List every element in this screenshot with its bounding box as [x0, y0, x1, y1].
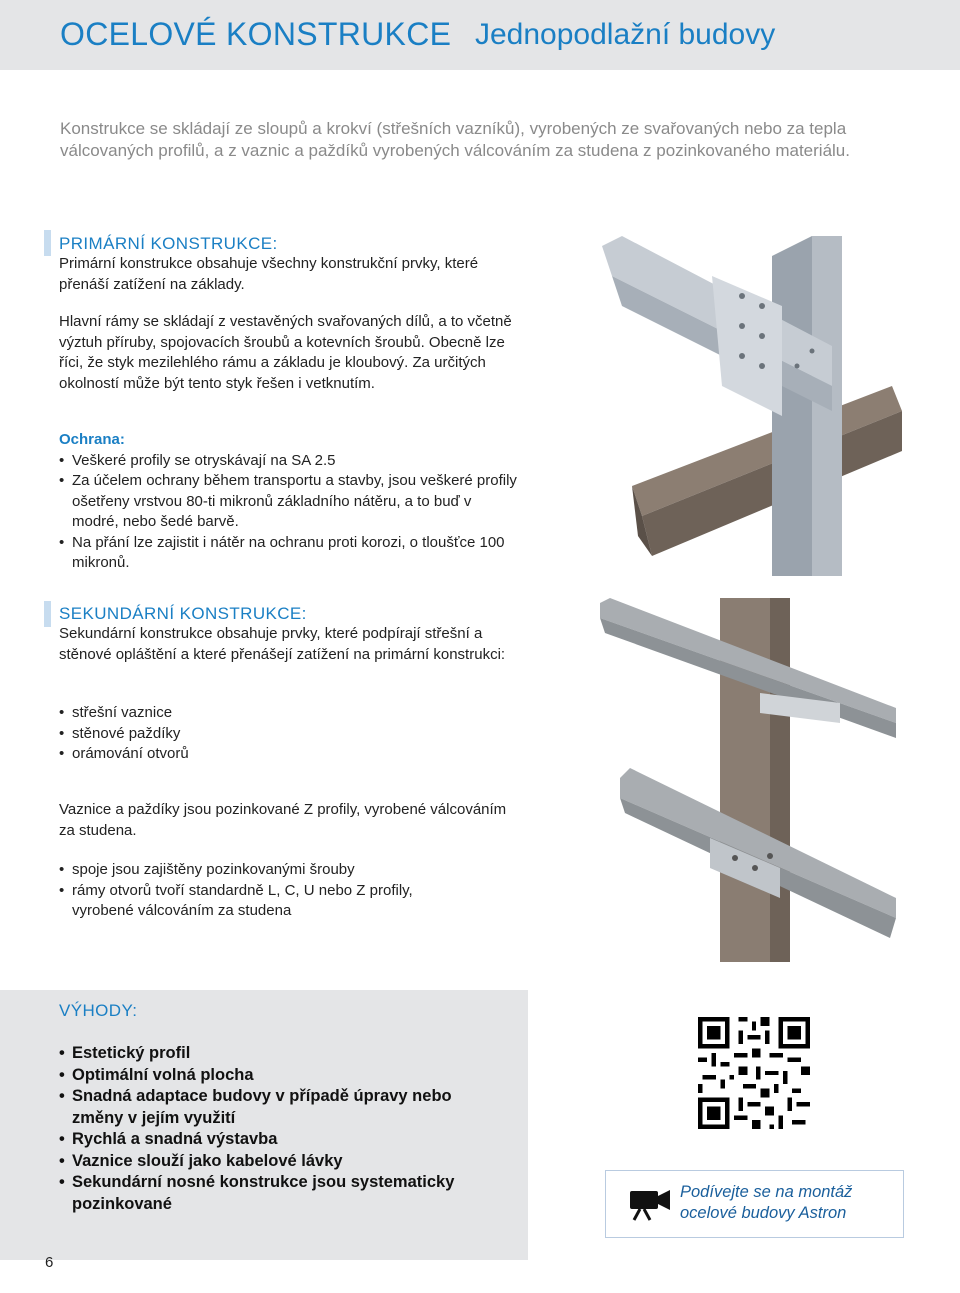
- page-title: OCELOVÉ KONSTRUKCE: [60, 16, 452, 52]
- list-item: • střešní vaznice: [59, 703, 509, 724]
- list-item: • Rychlá a snadná výstavba: [59, 1129, 499, 1151]
- protection-list: [59, 451, 519, 574]
- primary-section-title: PRIMÁRNÍ KONSTRUKCE:: [59, 234, 278, 253]
- secondary-elements-list: [59, 703, 509, 765]
- primary-lead: Primární konstrukce obsahuje všechny konstrukční prvky, které přenáší zatížení na základy.: [59, 255, 479, 293]
- page-header: [0, 0, 960, 70]
- list-item: • Na přání lze zajistit i nátěr na ochranu proti korozi, o tloušťce 100 mikronů.: [59, 533, 519, 574]
- list-item: • rámy otvorů tvoří standardně L, C, U nebo Z profily, vyrobené válcováním za studena: [59, 881, 459, 922]
- page-subtitle: Jednopodlažní budovy: [475, 18, 776, 51]
- secondary-details-list: [59, 860, 459, 922]
- secondary-lead: Sekundární konstrukce obsahuje prvky, které podpírají střešní a stěnové opláštění a které přenášejí zatížení na primární konstrukci:: [59, 625, 506, 663]
- protection-block: [59, 430, 519, 574]
- list-item: • Sekundární nosné konstrukce jsou systematicky pozinkované: [59, 1172, 499, 1215]
- video-camera-icon: [628, 1187, 672, 1221]
- video-link-text: Podívejte se na montáž ocelové budovy Astron: [680, 1183, 853, 1222]
- advantages-title: VÝHODY:: [59, 1001, 138, 1020]
- primary-section-marker: [44, 230, 51, 256]
- qr-code-icon[interactable]: [698, 1017, 810, 1129]
- protection-label: Ochrana:: [59, 431, 125, 448]
- secondary-section-title: SEKUNDÁRNÍ KONSTRUKCE:: [59, 604, 307, 623]
- primary-body: Hlavní rámy se skládají z vestavěných svařovaných dílů, a to včetně výztuh příruby, spojovacích šroubů a kotevních šroubů. Obecně lze říci, že styk mezilehlého rámu a základu je kloubový. Za určitých okolností může být tento styk řešen i vetknutím.: [59, 313, 512, 392]
- list-item: • stěnové paždíky: [59, 724, 509, 745]
- list-item: • spoje jsou zajištěny pozinkovanými šrouby: [59, 860, 459, 881]
- list-item: • Optimální volná plocha: [59, 1065, 499, 1087]
- list-item: • orámování otvorů: [59, 744, 509, 765]
- page-number: 6: [45, 1254, 54, 1271]
- list-item: • Estetický profil: [59, 1043, 499, 1065]
- video-link[interactable]: [605, 1170, 904, 1238]
- list-item: • Za účelem ochrany během transportu a stavby, jsou veškeré profily ošetřeny vrstvou 80-ti mikronů základního nátěru, a to buď v modré, nebo šedé barvě.: [59, 471, 519, 533]
- list-item: • Snadná adaptace budovy v případě úpravy nebo změny v jejím využití: [59, 1086, 499, 1129]
- intro-paragraph: Konstrukce se skládají ze sloupů a krokví (střešních vazníků), vyrobených ze svařovaných nebo za tepla válcovaných profilů, a z vaznic a paždíků vyrobených válcováním za studena z pozinkovaného materiálu.: [60, 119, 850, 160]
- secondary-purlin-image: [600, 598, 896, 962]
- list-item: • Vaznice slouží jako kabelové lávky: [59, 1151, 499, 1173]
- primary-steel-joint-image: [602, 236, 902, 576]
- secondary-note: Vaznice a paždíky jsou pozinkované Z profily, vyrobené válcováním za studena.: [59, 801, 507, 839]
- list-item: • Veškeré profily se otryskávají na SA 2.5: [59, 451, 519, 472]
- secondary-section-marker: [44, 601, 51, 627]
- advantages-list: [59, 1043, 499, 1215]
